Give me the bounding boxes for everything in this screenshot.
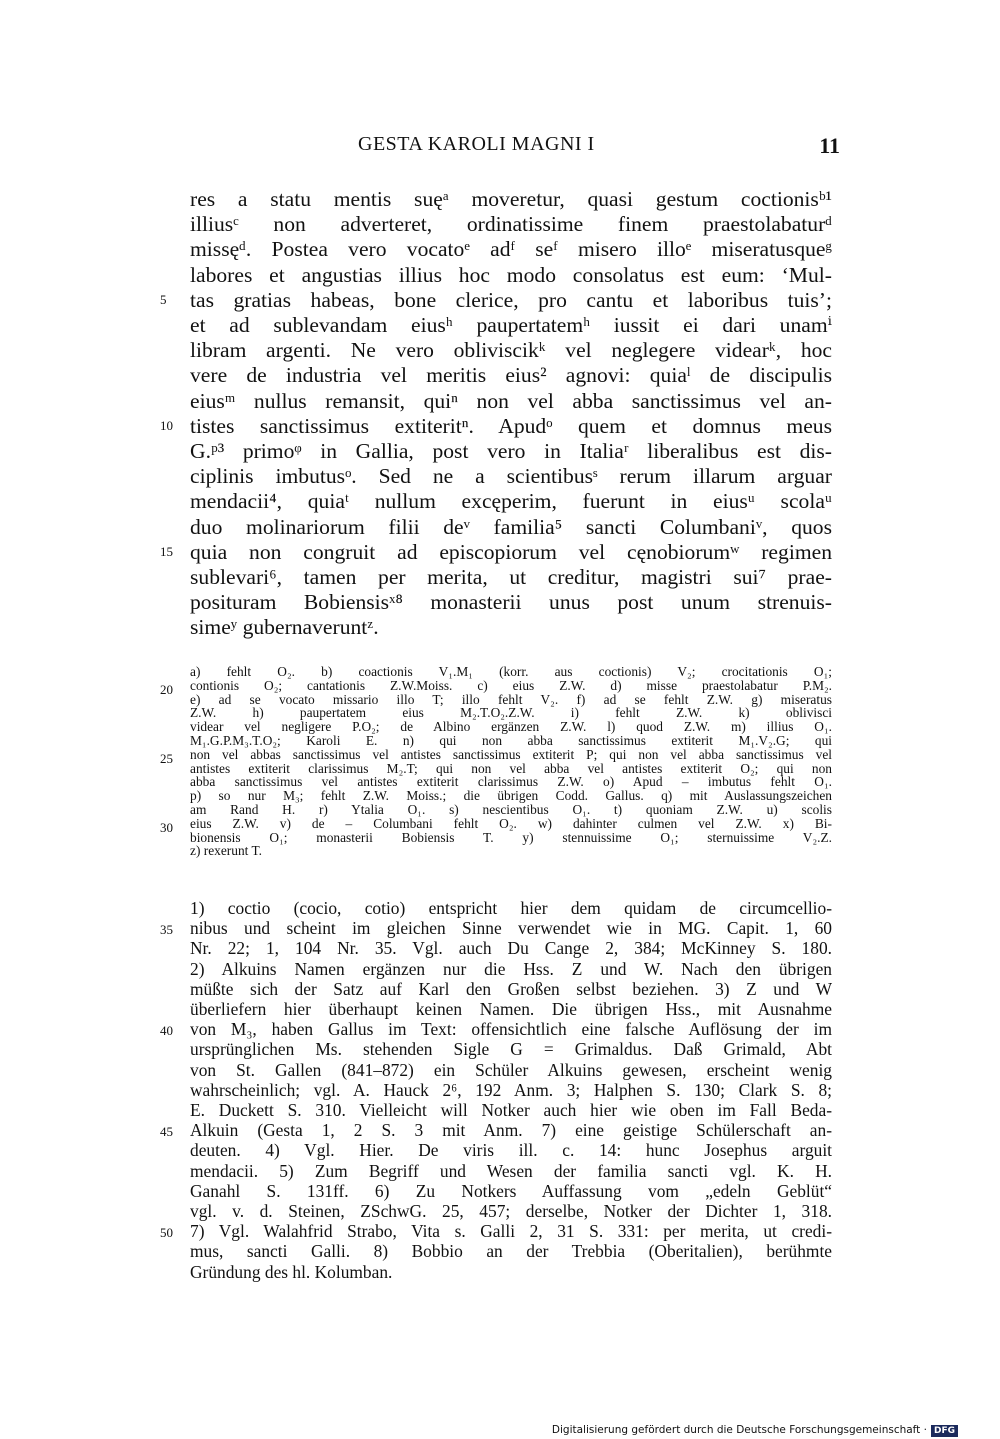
note-line: ursprünglichen Ms. stehenden Sigle G = Grimaldus. Daß Grimald, Abt [190,1039,832,1060]
note-line: Gründung des hl. Kolumban. [190,1261,393,1282]
main-text-line: eiusᵐ nullus remansit, quiⁿ non vel abba sanctissimus vel an- [190,388,832,413]
main-text-line: G.ᵖ³ primoᵠ in Gallia, post vero in Italiaʳ liberalibus est dis- [190,439,832,463]
main-text-line: vere de industria vel meritis eius² agnovi: quiaˡ de discipulis [190,363,832,388]
main-text-line: tas gratias habeas, bone clerice, pro cantu et laboribus tuis’; [190,287,832,312]
footer-credit [552,1424,958,1437]
main-text-line: tistes sanctissimus extiteritⁿ. Apudᵒ quem et domnus meus [190,413,832,438]
apparatus-line: p) so nur M₃; fehlt Z.W. Moiss.; die übrigen Codd. Gallus. q) mit Auslassungszeichen [190,788,832,804]
apparatus-line: e) ad se vocato missario illo T; illo fehlt V₂. f) ad se fehlt Z.W. g) miseratus [190,691,832,707]
main-text-line: mendacii⁴, quiaᵗ nullum excęperim, fuerunt in eiusᵘ scolaᵘ [190,489,832,514]
line-number: 20 [160,681,173,697]
page-header [190,133,840,163]
apparatus-line: am Rand H. r) Ytalia O₁. s) nescientibus O₁. t) quoniam Z.W. u) scolis [190,802,832,817]
note-line: von M₃, haben Gallus im Text: offensichtlich eine falsche Auflösung der im [190,1019,832,1040]
apparatus-line: abba sanctissimus vel antistes extiterit clarissimus Z.W. o) Apud – imbutus fehlt O₁. [190,774,832,790]
apparatus-line: antistes extiterit clarissimus M₂.T; qui non vel abba vel antistes extiterit O₂; qui non [190,760,832,776]
line-number: 40 [160,1023,173,1039]
apparatus-line: Z.W. h) paupertatem eius M₂.T.O₂.Z.W. i) fehlt Z.W. k) oblivisci [190,705,832,721]
running-title: GESTA KAROLI MAGNI I [358,133,595,155]
note-line: müßte sich der Satz auf Karl den Großen selbst beziehen. 3) Z und W [190,978,832,999]
main-text-line: et ad sublevandam eiusʰ paupertatemʰ iussit ei dari unamⁱ [190,313,832,337]
line-number: 15 [160,543,173,559]
apparatus-line: non vel abbas sanctissimus vel antistes sanctissimus extiterit P; qui non vel abba sanctissimus vel [190,746,832,762]
apparatus-line: bionensis O₁; monasterii Bobiensis T. y) stennuissime O₁; sternuissime V₂.Z. [190,829,832,845]
main-text-line: duo molinariorum filii deᵛ familia⁵ sancti Columbaniᵛ, quos [190,514,832,539]
note-line: mus, sancti Galli. 8) Bobbio an der Trebbia (Oberitalien), berühmte [190,1241,832,1262]
apparatus-line: videar vel negligere P.O₂; de Albino ergänzen Z.W. l) quod Z.W. m) illius O₁. [190,719,832,735]
note-line: Ganahl S. 131ff. 6) Zu Notkers Auffassung vom „edeln Geblüt“ [190,1180,832,1201]
line-number: 10 [160,417,173,433]
note-line: nibus und scheint im gleichen Sinne verwendet wie in MG. Capit. 1, 60 [190,918,832,939]
main-text-line: sublevari⁶, tamen per merita, ut creditur, magistri sui⁷ prae- [190,565,832,589]
main-text-line: res a statu mentis suęᵃ moveretur, quasi gestum coctionisᵇ¹ [190,187,832,211]
note-line: Nr. 22; 1, 104 Nr. 35. Vgl. auch Du Cange 2, 384; McKinney S. 180. [190,938,832,959]
line-number: 30 [160,819,173,835]
note-line: vgl. v. d. Steinen, ZSchwG. 25, 457; derselbe, Notker der Dichter 1, 318. [190,1201,832,1221]
main-text-line: quia non congruit ad episcopiorum vel cęnobiorumʷ regimen [190,539,832,564]
note-line: 2) Alkuins Namen ergänzen nur die Hss. Z und W. Nach den übrigen [190,958,832,979]
note-line: Alkuin (Gesta 1, 2 S. 3 mit Anm. 7) eine geistige Schülerschaft an- [190,1120,832,1141]
note-line: E. Duckett S. 310. Vielleicht will Notker auch hier wie oben im Fall Beda- [190,1100,832,1120]
note-line: mendacii. 5) Zum Begriff und Wesen der familia sancti vgl. K. H. [190,1160,832,1181]
apparatus-line: M₁.G.P.M₃.T.O₂; Karoli E. n) qui non abba sanctissimus extiterit M₁.V₂.G; qui [190,733,832,748]
line-number: 35 [160,922,173,938]
apparatus-line: a) fehlt O₂. b) coactionis V₁.M₁ (korr. aus coctionis) V₂; crocitationis O₁; [190,664,832,679]
main-text-line: libram argenti. Ne vero obliviscikᵏ vel neglegere videarᵏ, hoc [190,338,832,363]
note-line: 1) coctio (cocio, cotio) entspricht hier dem quidam de circumcellio- [190,898,832,918]
credit-text: Digitalisierung gefördert durch die Deutsche Forschungsgemeinschaft · [551,1424,927,1436]
page-number: 11 [819,133,840,158]
apparatus-line: z) rexerunt T. [190,843,262,859]
note-line: wahrscheinlich; vgl. A. Hauck 2⁶, 192 Anm. 3; Halphen S. 130; Clark S. 8; [190,1079,832,1100]
apparatus-line: eius Z.W. v) de – Columbani fehlt O₂. w) dahinter culmen vel Z.W. x) Bi- [190,815,832,831]
line-number: 5 [160,291,167,307]
main-text-line: ciplinis imbutusᵒ. Sed ne a scientibusˢ rerum illarum arguar [190,464,832,489]
apparatus-line: contionis O₂; cantationis Z.W.Moiss. c) eius Z.W. d) misse praestolabatur P.M₂. [190,677,832,693]
line-number: 50 [160,1225,173,1241]
line-number: 25 [160,750,173,766]
main-text-line: posituram Bobiensisˣ⁸ monasterii unus post unum strenuis- [190,590,832,615]
note-line: von St. Gallen (841–872) ein Schüler Alkuins gewesen, erscheint wenig [190,1059,832,1080]
main-text-line: labores et angustias illius hoc modo consolatus est eum: ‘Mul- [190,262,832,287]
main-text-line: simeʸ gubernaveruntᶻ. [190,615,379,640]
main-text-line: missęᵈ. Postea vero vocatoᵉ adᶠ seᶠ misero illoᵉ miseratusqueᵍ [190,237,832,262]
note-line: deuten. 4) Vgl. Hier. De viris ill. c. 14: hunc Josephus arguit [190,1140,832,1161]
note-line: überliefern hier überhaupt keinen Namen. Die übrigen Hss., mit Ausnahme [190,999,832,1019]
main-text-line: illiusᶜ non adverteret, ordinatissime finem praestolabaturᵈ [190,212,832,237]
line-number: 45 [160,1124,173,1140]
note-line: 7) Vgl. Walahfrid Strabo, Vita s. Galli 2, 31 S. 331: per merita, ut credi- [190,1221,832,1242]
dfg-logo: DFG [931,1425,958,1437]
